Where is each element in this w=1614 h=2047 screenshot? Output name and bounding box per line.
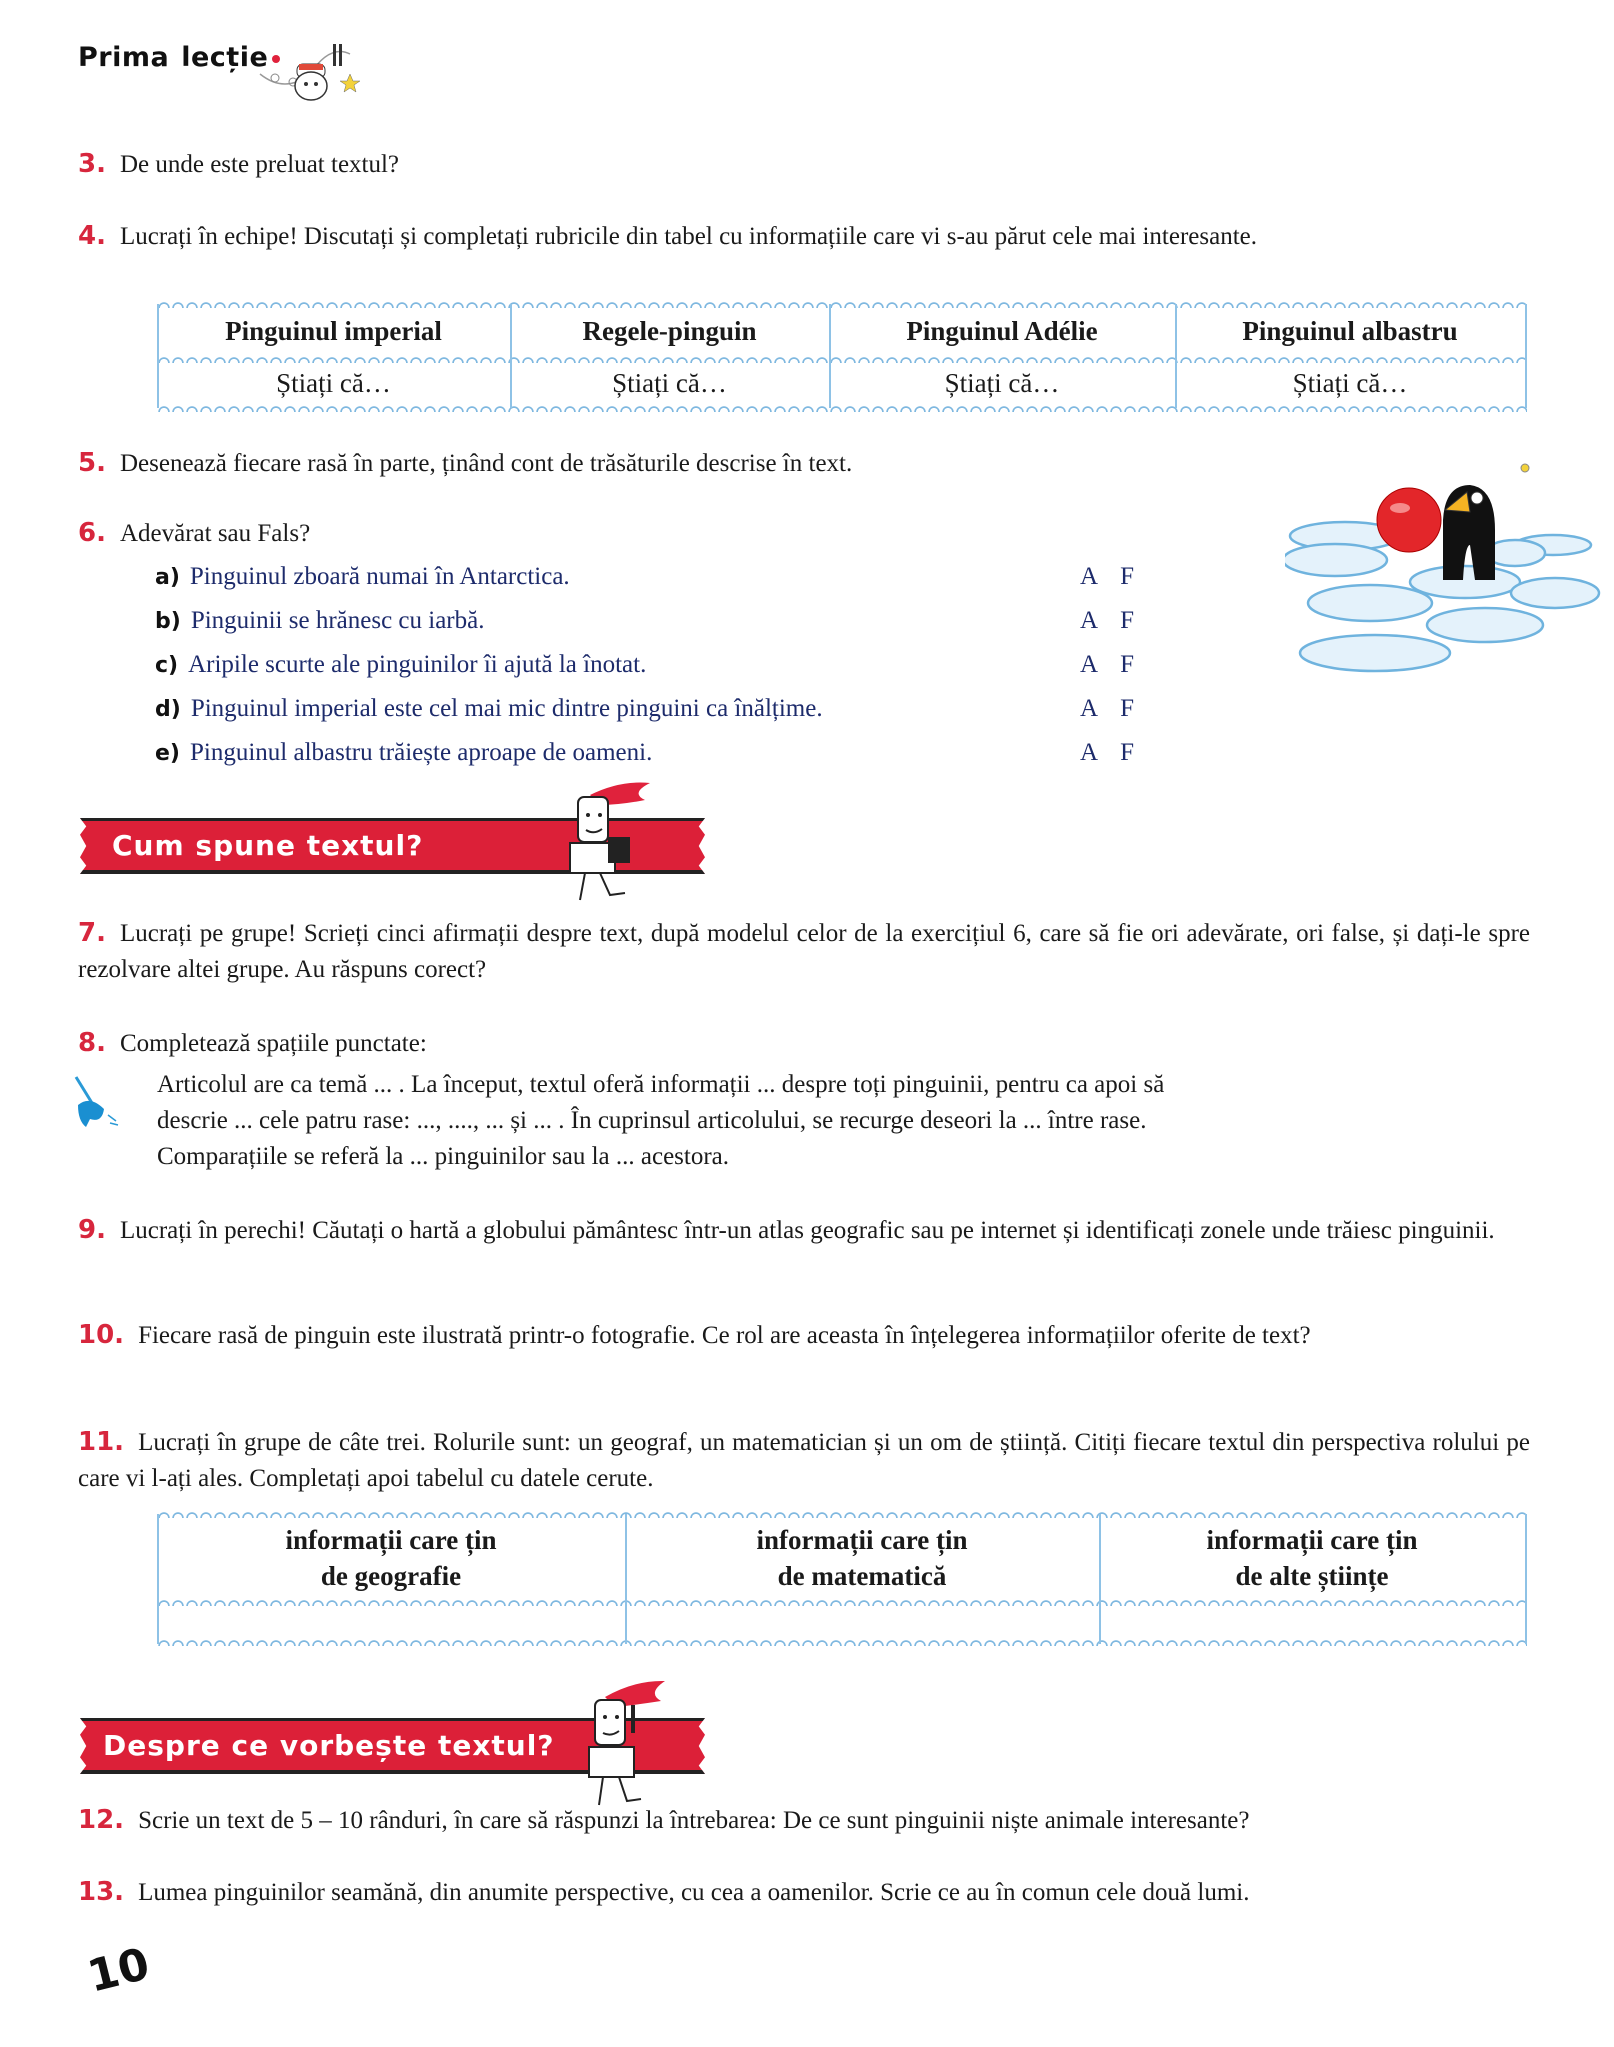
table-cell[interactable]: Știați că… <box>1292 367 1408 398</box>
question-3 <box>78 146 1530 183</box>
false-option[interactable]: F <box>1120 651 1134 678</box>
header-word-2: lecție <box>181 42 269 73</box>
table-cell[interactable] <box>625 1604 1099 1640</box>
item-text: Pinguinul imperial este cel mai mic dintre pinguini ca înălțime. <box>190 695 823 722</box>
item-text: Pinguinul zboară numai în Antarctica. <box>189 563 570 590</box>
question-13 <box>78 1874 1530 1911</box>
banner-title: Despre ce vorbește textul? <box>103 1729 555 1762</box>
paragraph-line: Comparațiile se referă la ... pinguinilor sau la ... acestora. <box>157 1143 730 1170</box>
penguin-facts-table <box>157 300 1527 412</box>
item-text: Aripile scurte ale pinguinilor îi ajută la înotat. <box>188 651 647 678</box>
item-letter: e) <box>155 741 180 766</box>
table-cell[interactable] <box>157 1604 625 1640</box>
roles-table <box>157 1510 1527 1645</box>
table-header-cell: Pinguinul imperial <box>225 315 442 346</box>
question-number: 4. <box>78 221 106 251</box>
header-line: de alte științe <box>1235 1561 1389 1591</box>
header-line: de matematică <box>777 1561 947 1591</box>
question-number: 13. <box>78 1877 125 1907</box>
true-option[interactable]: A <box>1080 695 1099 722</box>
table-header-cell <box>1099 1518 1525 1598</box>
header-line: informații care țin <box>756 1525 968 1555</box>
item-letter: b) <box>155 609 181 634</box>
question-8 <box>78 1025 1530 1062</box>
question-text: Desenează fiecare rasă în parte, ținând cont de trăsăturile descrise în text. <box>119 450 853 477</box>
question-text: Lucrați în echipe! Discutați și completați rubricile din tabel cu informațiile care vi s-au părut cele mai interesante. <box>119 223 1258 250</box>
question-5 <box>78 445 1228 482</box>
tf-item-b <box>155 603 484 640</box>
table-border-top <box>157 1510 1527 1518</box>
header-word-1: Prima <box>78 42 170 73</box>
tf-item-e <box>155 735 652 772</box>
header-line: informații care țin <box>1206 1525 1418 1555</box>
tf-item-a <box>155 559 570 596</box>
question-text: Lucrați în grupe de câte trei. Rolurile sunt: un geograf, un matematician și un om de știință. Citiți fiecare textul din perspectiva rolului pe care vi l-ați ales. Completați apoi tabelul cu datele cerute. <box>78 1429 1530 1492</box>
tf-options <box>1080 559 1156 595</box>
table-border-right <box>1525 1514 1527 1644</box>
question-number: 7. <box>78 918 106 948</box>
header-line: informații care țin <box>285 1525 497 1555</box>
question-12 <box>78 1802 1530 1839</box>
table-cell[interactable]: Știați că… <box>944 367 1060 398</box>
robot-mascot-icon <box>255 34 360 110</box>
table-header-cell: Regele-pinguin <box>582 315 757 346</box>
true-option[interactable]: A <box>1080 651 1099 678</box>
tf-options <box>1080 691 1156 727</box>
paragraph-line: descrie ... cele patru rase: ..., ...., ... și ... . În cuprinsul articolului, se recurge deseori la ... între rase. <box>157 1107 1147 1134</box>
question-text: Lucrați pe grupe! Scrieți cinci afirmații despre text, după modelul celor de la exercițiul 6, care să fie ori adevărate, ori false, și dați-le spre rezolvare altei grupe. Au răspuns corect? <box>78 920 1530 983</box>
question-number: 6. <box>78 518 106 548</box>
table-header-cell <box>157 1518 625 1598</box>
table-header-cell <box>625 1518 1099 1598</box>
page-number: 10 <box>82 1938 155 2003</box>
chapter-header <box>78 42 280 73</box>
false-option[interactable]: F <box>1120 739 1134 766</box>
question-number: 11. <box>78 1427 125 1457</box>
question-text: Completează spațiile punctate: <box>119 1030 427 1057</box>
question-number: 9. <box>78 1215 106 1245</box>
true-option[interactable]: A <box>1080 739 1099 766</box>
item-text: Pinguinul albastru trăiește aproape de oameni. <box>189 739 653 766</box>
true-option[interactable]: A <box>1080 563 1099 590</box>
character-reading-icon <box>550 775 660 905</box>
table-header-cell: Pinguinul Adélie <box>906 315 1098 346</box>
question-9 <box>78 1212 1530 1249</box>
question-text: De unde este preluat textul? <box>119 151 400 178</box>
question-10 <box>78 1317 1530 1354</box>
item-letter: d) <box>155 697 181 722</box>
question-4 <box>78 218 1530 255</box>
table-cell[interactable]: Știați că… <box>276 367 391 398</box>
fill-in-paragraph <box>157 1067 1497 1175</box>
question-11 <box>78 1424 1530 1497</box>
question-7 <box>78 915 1530 988</box>
table-cell[interactable] <box>1099 1604 1525 1640</box>
item-letter: a) <box>155 565 180 590</box>
false-option[interactable]: F <box>1120 695 1134 722</box>
question-number: 3. <box>78 149 106 179</box>
item-letter: c) <box>155 653 179 678</box>
question-text: Scrie un text de 5 – 10 rânduri, în care să răspunzi la întrebarea: De ce sunt pinguinii niște animale interesante? <box>138 1807 1250 1834</box>
item-text: Pinguinii se hrănesc cu iarbă. <box>190 607 485 634</box>
question-number: 8. <box>78 1028 106 1058</box>
banner-title: Cum spune textul? <box>112 829 424 862</box>
false-option[interactable]: F <box>1120 563 1134 590</box>
question-text: Lucrați în perechi! Căutați o hartă a globului pământesc într-un atlas geografic sau pe internet și identificați zonele unde trăiesc pinguinii. <box>119 1217 1495 1244</box>
tf-item-c <box>155 647 646 684</box>
question-6 <box>78 515 978 552</box>
tf-item-d <box>155 691 823 728</box>
tf-options <box>1080 603 1156 639</box>
question-number: 10. <box>78 1320 125 1350</box>
character-pointing-icon <box>565 1675 675 1810</box>
table-border-right <box>1525 304 1527 408</box>
table-cell[interactable]: Știați că… <box>612 367 727 398</box>
question-number: 12. <box>78 1805 125 1835</box>
question-text: Lumea pinguinilor seamănă, din anumite perspective, cu cea a oamenilor. Scrie ce au în comun cele două lumi. <box>138 1879 1250 1906</box>
question-number: 5. <box>78 448 106 478</box>
tf-options <box>1080 647 1156 683</box>
header-line: de geografie <box>320 1561 462 1591</box>
false-option[interactable]: F <box>1120 607 1134 634</box>
table-header-cell: Pinguinul albastru <box>1242 315 1458 346</box>
tf-options <box>1080 735 1156 771</box>
pen-icon <box>72 1075 130 1135</box>
penguin-balloon-icon <box>1285 450 1605 675</box>
true-option[interactable]: A <box>1080 607 1099 634</box>
question-text: Fiecare rasă de pinguin este ilustrată printr-o fotografie. Ce rol are aceasta în înțelegerea informațiilor oferite de text? <box>138 1322 1311 1349</box>
question-text: Adevărat sau Fals? <box>119 520 311 547</box>
paragraph-line: Articolul are ca temă ... . La început, textul oferă informații ... despre toți pinguinii, pentru ca apoi să <box>157 1071 1165 1098</box>
